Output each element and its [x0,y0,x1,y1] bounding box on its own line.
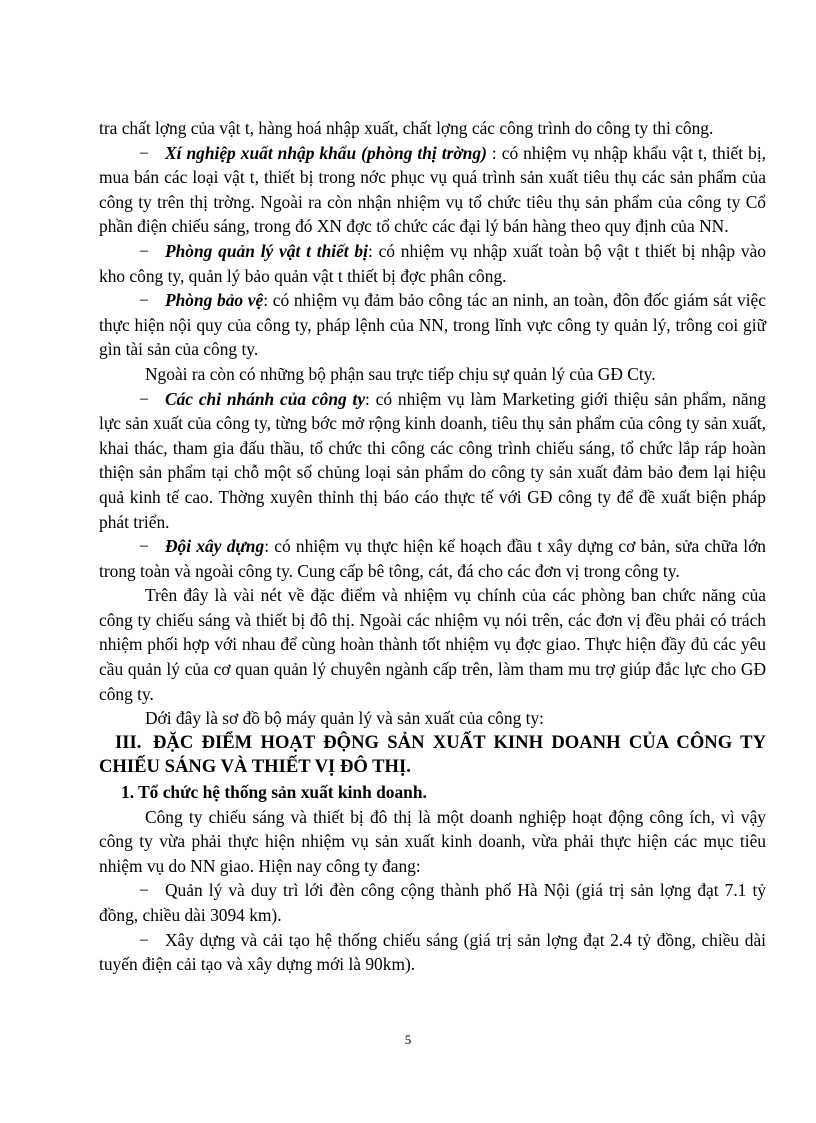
paragraph: Ngoài ra còn có những bộ phận sau trực tiếp chịu sự quản lý của GĐ Cty. [145,363,656,384]
dash-icon: − [139,388,149,409]
paragraph: Công ty chiếu sáng và thiết bị đô thị là một doanh nghiệp hoạt động công ích, vì vậy công ty vừa phải thực hiện nhiệm vụ sản xuất kinh doanh, vừa phải thực hiện các mục tiêu nhiệm vụ do NN giao. Hiện nay công ty đang: [99,806,766,876]
section-title: ĐẶC ĐIỂM HOẠT ĐỘNG SẢN XUẤT KINH DOANH CỦA CÔNG TY CHIẾU SÁNG VÀ THIẾT VỊ ĐÔ THỊ. [99,731,766,778]
page-number: 5 [404,1032,412,1047]
paragraph: Dới đây là sơ đồ bộ máy quản lý và sản xuất của công ty: [145,708,544,729]
bullet-text: Quản lý và duy trì lới đèn công cộng thành phố Hà Nội (giá trị sản lợng đạt 7.1 tỷ đồng, chiều dài 3094 km). [99,880,766,925]
bullet-item [99,534,766,583]
dash-icon: − [139,142,149,163]
bullet-item [99,928,766,977]
dash-icon: − [139,240,149,261]
bullet-label: Đội xây dựng [165,536,265,557]
bullet-item [99,878,766,927]
bullet-label: Xí nghiệp xuất nhập khẩu (phòng thị trờng) [165,142,487,163]
bullet-text: : có nhiệm vụ đảm bảo công tác an ninh, an toàn, đôn đốc giám sát việc thực hiện nội quy của công ty, pháp lệnh của NN, trong lĩnh vực công ty quản lý, trông coi giữ gìn tài sản của công ty. [99,290,766,360]
dash-icon: − [139,880,149,901]
bullet-text: : có nhiệm vụ nhập xuất toàn bộ vật t thiết bị nhập vào kho công ty, quản lý bảo quản vật t thiết bị đợc phân công. [99,240,766,286]
bullet-label: Các chi nhánh của công ty [165,388,366,409]
paragraph: tra chất lợng của vật t, hàng hoá nhập xuất, chất lợng các công trình do công ty thi công. [99,118,714,138]
bullet-text: : có nhiệm vụ nhập khẩu vật t, thiết bị, mua bán các loại vật t, thiết bị trong nớc phục vụ quá trình sản xuất tiêu thụ các sản phẩm của công ty trên thị trờng. Ngoài ra còn nhận nhiệm vụ tổ chức tiêu thụ sản phẩm của công ty Cổ phần điện chiếu sáng, trong đó XN đợc tổ chức các đại lý bán hàng theo quy định của NN. [99,142,766,237]
paragraph: Trên đây là vài nét về đặc điểm và nhiệm vụ chính của các phòng ban chức năng của công ty chiếu sáng và thiết bị đô thị. Ngoài các nhiệm vụ nói trên, các đơn vị đều phải có trách nhiệm phối hợp với nhau để cùng hoàn thành tốt nhiệm vụ đợc giao. Thực hiện đầy đủ các yêu cầu quản lý của cơ quan quản lý chuyên ngành cấp trên, làm tham mu trợ giúp đắc lực cho GĐ công ty. [99,585,766,704]
bullet-item [99,387,766,535]
bullet-item [99,288,766,362]
dash-icon: − [139,929,149,950]
bullet-text: : có nhiệm vụ thực hiện kế hoạch đầu t xây dựng cơ bản, sửa chữa lớn trong toàn và ngoài công ty. Cung cấp bê tông, cát, đá cho các đơn vị trong công ty. [99,536,766,581]
bullet-label: Phòng bảo vệ [165,290,264,311]
section-heading [99,731,766,780]
dash-icon: − [139,290,149,311]
bullet-label: Phòng quản lý vật t thiết bị [165,240,368,261]
bullet-text: Xây dựng và cải tạo hệ thống chiếu sáng (giá trị sản lợng đạt 2.4 tỷ đồng, chiều dài tuyến điện cải tạo và xây dựng mới là 90km). [99,929,766,975]
dash-icon: − [139,536,149,557]
section-number: III. [115,731,142,753]
subsection-heading: 1. Tổ chức hệ thống sản xuất kinh doanh. [121,782,427,803]
document-body [99,116,766,977]
bullet-text: : có nhiệm vụ làm Marketing giới thiệu sản phẩm, năng lực sản xuất của công ty, từng bớc mở rộng kinh doanh, tiêu thụ sản phẩm của công ty sản xuất, khai thác, tham gia đấu thầu, tổ chức thi công các công trình chiếu sáng, tổ chức lắp ráp hoàn thiện sản phẩm tại chỗ một số chủng loại sản phẩm do công ty sản xuất đảm bảo đem lại hiệu quả kinh tế cao. Thờng xuyên thỉnh thị báo cáo thực tế với GĐ công ty để đề xuất biện pháp phát triển. [99,388,766,532]
bullet-item [99,239,766,288]
bullet-item [99,141,766,239]
